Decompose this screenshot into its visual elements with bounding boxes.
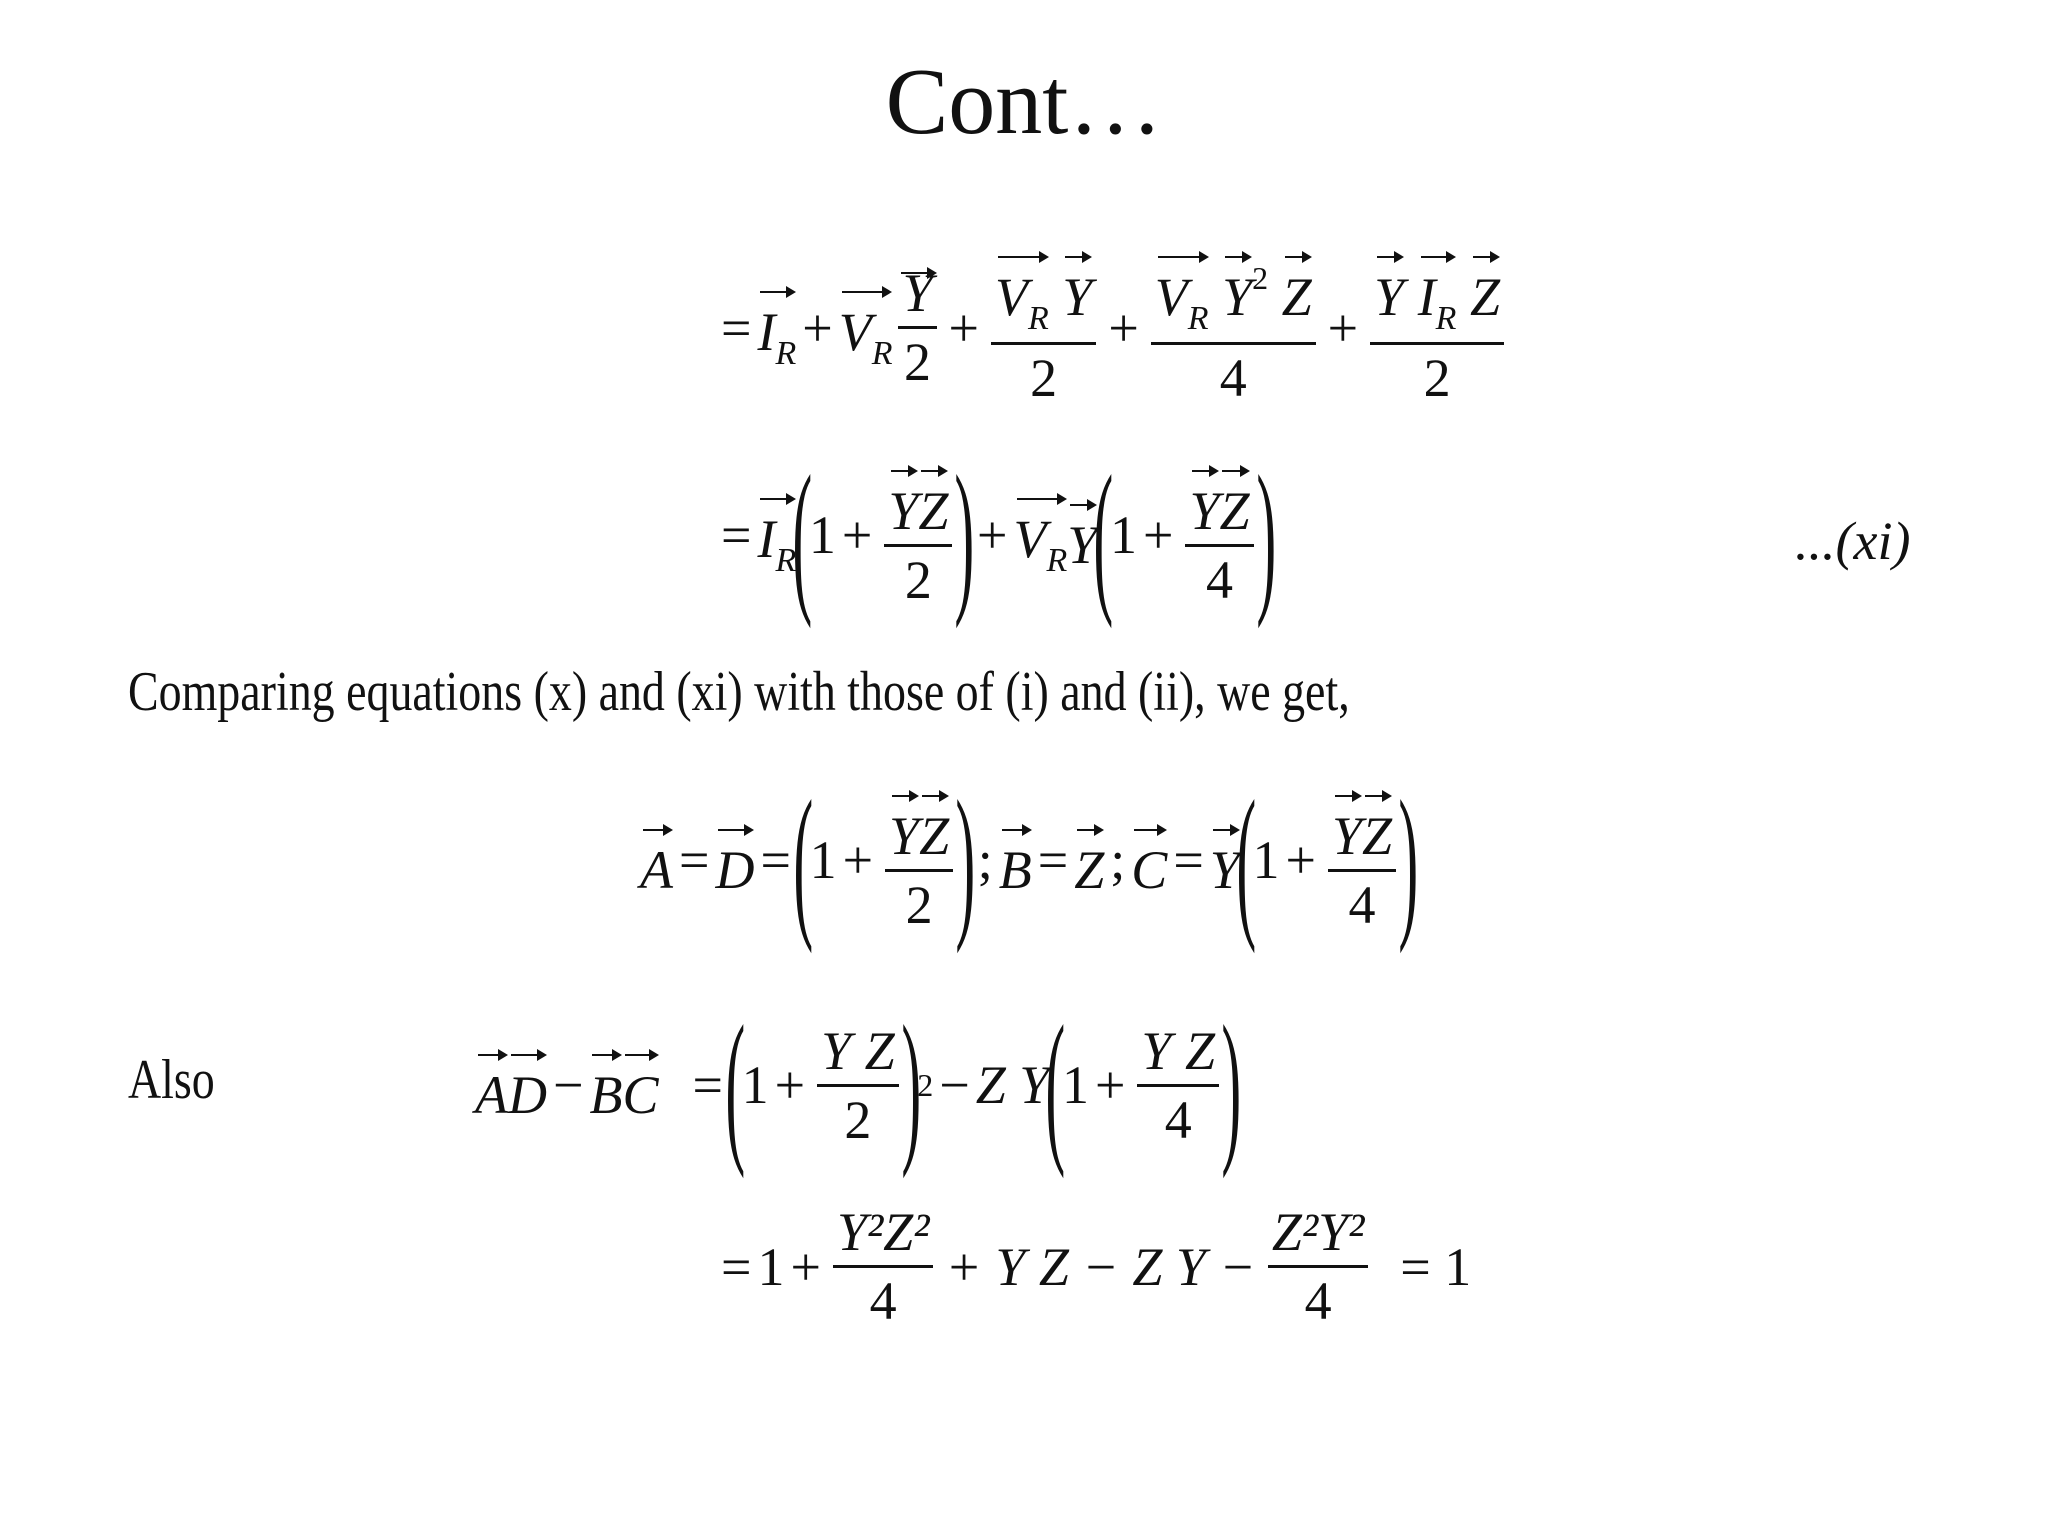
fraction-vr-y-over-2: $\frac{V_R Y}{2}$ — [991, 250, 1096, 405]
fraction-yz-over-4: $\frac{\text{Y Z}}{4}$ — [1137, 1024, 1219, 1147]
vector-y: Y — [1210, 823, 1240, 897]
plus-sign: + — [1108, 297, 1139, 358]
fraction-z2y2-over-4: $\frac{\text{Z²Y²}}{4}$ — [1268, 1205, 1368, 1328]
equals-sign: = — [1173, 830, 1204, 890]
vector-ir: $I_R$ — [757, 492, 796, 578]
one: 1 — [757, 1236, 785, 1297]
vector-b: B — [999, 823, 1032, 897]
right-paren: ) — [1398, 766, 1419, 954]
vector-c: C — [1131, 823, 1167, 897]
plus-sign: + — [774, 1055, 806, 1115]
fraction-y-over-2: $\frac{Y}{2}$ — [898, 266, 936, 389]
left-paren: ( — [793, 766, 814, 954]
slide-title: Cont… — [885, 50, 1163, 154]
plus-sign: + — [802, 297, 833, 358]
fraction-y-ir-z-over-2: $\frac{Y I_R Z}{2}$ — [1370, 250, 1504, 405]
equals-sign: = — [721, 505, 752, 565]
minus-sign: − — [939, 1055, 970, 1115]
left-paren: ( — [792, 441, 813, 629]
square-exponent: 2 — [917, 1067, 934, 1103]
plus-sign: + — [790, 1236, 821, 1297]
right-paren: ) — [955, 766, 976, 954]
equals-sign: = — [760, 830, 791, 890]
one: 1 — [1109, 505, 1137, 565]
fraction-yz-over-4: $\frac{YZ}{4}$ — [1328, 789, 1396, 932]
one: 1 — [1252, 830, 1280, 890]
plus-sign: + — [1327, 297, 1359, 358]
vector-y: Y — [1067, 498, 1097, 572]
one: 1 — [741, 1055, 769, 1115]
result-equals-one: = 1 — [1400, 1236, 1472, 1297]
right-paren: ) — [1221, 991, 1242, 1179]
vector-d: D — [715, 823, 754, 897]
comparing-text: Comparing equations (x) and (xi) with those of (i) and (ii), we get, — [128, 661, 1350, 723]
semicolon: ; — [977, 830, 993, 890]
equation-2 — [715, 441, 1276, 629]
vector-b: B — [589, 1048, 622, 1122]
also-label: Also — [128, 1049, 215, 1111]
fraction-y2z2-over-4: $\frac{\text{Y²Z²}}{4}$ — [833, 1205, 933, 1328]
right-paren: ) — [1255, 441, 1276, 629]
one: 1 — [1061, 1055, 1089, 1115]
equals-sign: = — [679, 830, 710, 890]
equation-number-xi: ...(xi) — [1795, 511, 1911, 571]
left-paren: ( — [1045, 991, 1066, 1179]
fraction-vr-y2-z-over-4: $\frac{V_R Y^2 Z}{4}$ — [1151, 250, 1316, 405]
vector-c: C — [622, 1048, 658, 1122]
equals-sign: = — [1037, 830, 1069, 890]
vector-a: A — [475, 1048, 508, 1122]
plus-sign: + — [842, 830, 874, 890]
equation-5 — [715, 1202, 1477, 1331]
plus-sign: + — [948, 297, 979, 358]
vector-z: Z — [1074, 823, 1104, 897]
equation-3 — [640, 766, 1419, 954]
plus-sign: + — [1142, 505, 1174, 565]
equation-1 — [715, 250, 1510, 408]
vector-a: A — [640, 823, 673, 897]
one: 1 — [809, 830, 837, 890]
fraction-yz-over-2: $\frac{YZ}{2}$ — [885, 789, 953, 932]
right-paren: ) — [954, 441, 975, 629]
equation-4 — [475, 991, 1242, 1179]
vector-vr: $V_R$ — [1014, 492, 1068, 578]
right-paren: ) — [901, 991, 921, 1179]
zy-term: Z Y — [975, 1055, 1050, 1115]
vector-d: D — [508, 1048, 547, 1122]
plus-sign: + — [977, 505, 1008, 565]
one: 1 — [808, 505, 836, 565]
fraction-yz-over-4: $\frac{YZ}{4}$ — [1185, 464, 1253, 607]
minus-sign: − — [553, 1055, 584, 1115]
vector-vr: $V_R$ — [839, 285, 893, 371]
plus-sign: + — [1285, 830, 1316, 890]
equals-sign: = — [721, 1236, 752, 1297]
vector-ir: $I_R$ — [757, 285, 796, 371]
equals-sign: = — [721, 297, 752, 358]
left-paren: ( — [1093, 441, 1114, 629]
yz-minus-zy-term: + Y Z − Z Y − — [945, 1236, 1256, 1297]
left-paren: ( — [1236, 766, 1257, 954]
plus-sign: + — [841, 505, 873, 565]
fraction-yz-over-2: $\frac{YZ}{2}$ — [884, 464, 952, 607]
fraction-yz-over-2: $\frac{\text{Y Z}}{2}$ — [817, 1024, 899, 1147]
left-paren: ( — [725, 991, 746, 1179]
semicolon: ; — [1110, 830, 1126, 890]
equals-sign: = — [692, 1055, 723, 1115]
plus-sign: + — [1094, 1055, 1126, 1115]
